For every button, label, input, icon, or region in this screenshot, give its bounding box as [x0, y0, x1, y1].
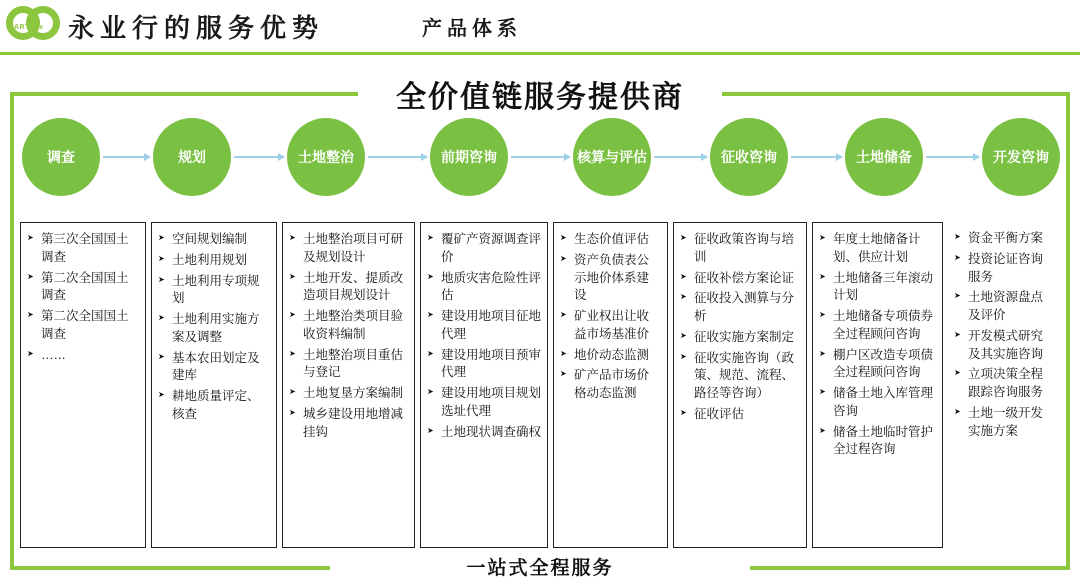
detail-column-account	[553, 222, 668, 548]
list-item: ➤ 建设用地项目预审代理	[427, 347, 541, 383]
detail-column-acquisition	[673, 222, 807, 548]
list-item: ➤ 年度土地储备计划、供应计划	[819, 231, 936, 267]
list-item: ➤ 城乡建设用地增减挂钩	[289, 406, 408, 442]
detail-column-reserve	[812, 222, 943, 548]
list-item: ➤ 第二次全国国土调查	[27, 270, 139, 306]
list-item: ➤ 土地开发、提质改造项目规划设计	[289, 270, 408, 306]
list-item: ➤ 土地利用专项规划	[158, 273, 270, 309]
stage-arrow-0	[103, 156, 150, 158]
list-item: ➤ 生态价值评估	[560, 231, 661, 249]
stage-circle-label: 前期咨询	[441, 148, 497, 165]
list-item: ➤ 开发模式研究及其实施咨询	[954, 328, 1054, 364]
bottom-label: 一站式全程服务	[330, 553, 750, 580]
stage-circle-row	[20, 118, 1060, 198]
header-subtitle: 产品体系	[422, 18, 522, 40]
list-item: ➤ 土地整治类项目验收资料编制	[289, 308, 408, 344]
stage-arrow-4	[654, 156, 707, 158]
stage-circle-planning[interactable]	[153, 118, 231, 196]
detail-column-land-reg	[282, 222, 415, 548]
list-item: ➤ 第三次全国国土调查	[27, 231, 139, 267]
list-item: ➤ 征收投入测算与分析	[680, 290, 800, 326]
list-item: ➤ 储备土地入库管理咨询	[819, 385, 936, 421]
list-item: ➤ 立项决策全程跟踪咨询服务	[954, 366, 1054, 402]
list-item: ➤ 征收实施咨询（政策、规范、流程、路径等咨询）	[680, 350, 800, 403]
list-item: ➤ 土地整治项目重估与登记	[289, 347, 408, 383]
list-item: ➤ 征收补偿方案论证	[680, 270, 800, 288]
list-item: ➤ ……	[27, 347, 139, 365]
stage-arrow-5	[791, 156, 842, 158]
stage-arrow-3	[511, 156, 570, 158]
list-item: ➤ 征收实施方案制定	[680, 329, 800, 347]
list-item: ➤ 土地现状调查确权	[427, 424, 541, 442]
detail-column-development	[948, 222, 1060, 548]
page-title: 全价值链服务提供商	[396, 81, 684, 114]
stage-circle-survey[interactable]	[22, 118, 100, 196]
header-title: 永业行的服务优势	[68, 13, 325, 43]
list-item: ➤ 地价动态监测	[560, 347, 661, 365]
list-item: ➤ 覆矿产资源调查评价	[427, 231, 541, 267]
list-item: ➤ 地质灾害危险性评估	[427, 270, 541, 306]
stage-circle-label: 土地储备	[856, 148, 912, 165]
list-item: ➤ 征收评估	[680, 406, 800, 424]
list-item: ➤ 矿产品市场价格动态监测	[560, 367, 661, 403]
stage-arrow-2	[368, 156, 427, 158]
logo-text: ART six	[14, 24, 44, 31]
stage-circle-development[interactable]	[982, 118, 1060, 196]
detail-column-row	[20, 222, 1060, 548]
list-item: ➤ 建设用地项目规划选址代理	[427, 385, 541, 421]
stage-circle-label: 开发咨询	[993, 148, 1049, 165]
header-divider	[0, 52, 1080, 55]
list-item: ➤ 土地储备三年滚动计划	[819, 270, 936, 306]
list-item: ➤ 矿业权出让收益市场基准价	[560, 308, 661, 344]
detail-column-planning	[151, 222, 277, 548]
detail-column-survey	[20, 222, 146, 548]
list-item: ➤ 投资论证咨询服务	[954, 251, 1054, 287]
stage-circle-label: 土地整治	[298, 148, 354, 165]
list-item: ➤ 建设用地项目征地代理	[427, 308, 541, 344]
list-item: ➤ 耕地质量评定、核查	[158, 388, 270, 424]
logo	[6, 2, 66, 46]
list-item: ➤ 基本农田划定及建库	[158, 350, 270, 386]
stage-arrow-1	[234, 156, 284, 158]
list-item: ➤ 土地复垦方案编制	[289, 385, 408, 403]
list-item: ➤ 棚户区改造专项债全过程顾问咨询	[819, 347, 936, 383]
stage-circle-acquisition[interactable]	[710, 118, 788, 196]
stage-circle-label: 征收咨询	[721, 148, 777, 165]
stage-circle-pre-consult[interactable]	[430, 118, 508, 196]
stage-circle-reserve[interactable]	[845, 118, 923, 196]
stage-circle-label: 调查	[47, 148, 75, 165]
list-item: ➤ 土地整治项目可研及规划设计	[289, 231, 408, 267]
list-item: ➤ 土地利用实施方案及调整	[158, 311, 270, 347]
list-item: ➤ 土地储备专项债券全过程顾问咨询	[819, 308, 936, 344]
stage-circle-label: 核算与评估	[577, 148, 647, 165]
list-item: ➤ 第二次全国国土调查	[27, 308, 139, 344]
page-header	[0, 0, 1080, 52]
stage-circle-account[interactable]	[573, 118, 651, 196]
logo-ring-right-icon	[26, 6, 60, 40]
list-item: ➤ 资金平衡方案	[954, 230, 1054, 248]
list-item: ➤ 土地一级开发实施方案	[954, 405, 1054, 441]
stage-circle-land-reg[interactable]	[287, 118, 365, 196]
list-item: ➤ 资产负债表公示地价体系建设	[560, 252, 661, 305]
list-item: ➤ 土地利用规划	[158, 252, 270, 270]
list-item: ➤ 空间规划编制	[158, 231, 270, 249]
list-item: ➤ 征收政策咨询与培训	[680, 231, 800, 267]
list-item: ➤ 储备土地临时管护全过程咨询	[819, 424, 936, 460]
stage-arrow-6	[926, 156, 979, 158]
list-item: ➤ 土地资源盘点及评价	[954, 289, 1054, 325]
stage-circle-label: 规划	[178, 148, 206, 165]
detail-column-pre-consult	[420, 222, 548, 548]
